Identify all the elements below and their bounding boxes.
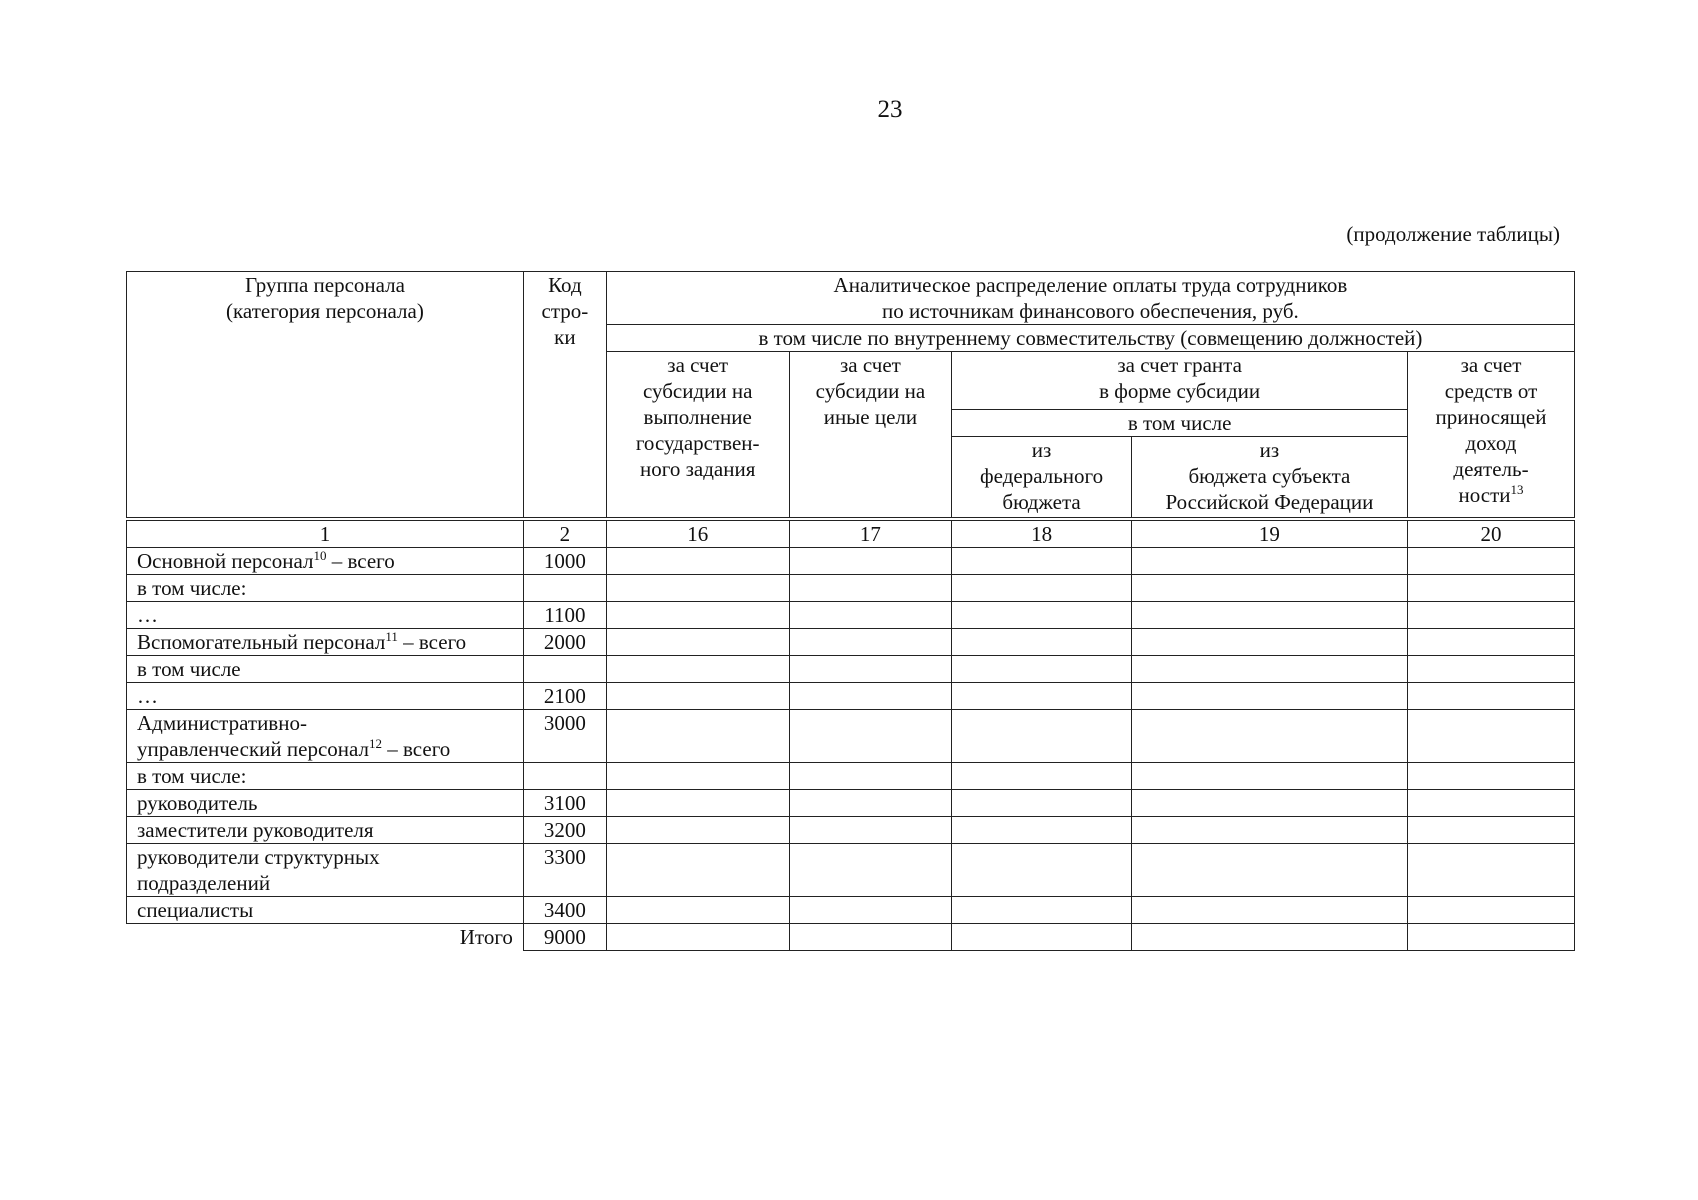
table-cell xyxy=(952,763,1132,790)
table-cell xyxy=(1408,844,1575,897)
table-cell xyxy=(1408,656,1575,683)
table-row xyxy=(127,656,1575,683)
table-cell xyxy=(1408,683,1575,710)
table-cell xyxy=(606,575,789,602)
staff-pay-table xyxy=(126,271,1575,951)
table-row xyxy=(127,602,1575,629)
table-cell xyxy=(1408,924,1575,951)
table-cell xyxy=(1408,548,1575,575)
row-label: специалисты xyxy=(127,897,524,924)
table-row xyxy=(127,683,1575,710)
table-cell xyxy=(789,683,952,710)
column-number: 16 xyxy=(606,519,789,548)
row-label: в том числе: xyxy=(127,763,524,790)
table-row xyxy=(127,897,1575,924)
table-cell xyxy=(1131,548,1407,575)
column-number-row xyxy=(127,519,1575,548)
row-label: … xyxy=(127,602,524,629)
table-cell xyxy=(952,575,1132,602)
row-code xyxy=(523,575,606,602)
table-cell xyxy=(606,897,789,924)
header-internal-combination: в том числе по внутреннему совместительству (совмещению должностей) xyxy=(606,325,1574,352)
table-row xyxy=(127,629,1575,656)
table-cell xyxy=(606,656,789,683)
header-col-17: за счет субсидии на иные цели xyxy=(789,352,952,520)
table-cell xyxy=(606,817,789,844)
table-cell xyxy=(1131,683,1407,710)
table-cell xyxy=(1408,602,1575,629)
column-number: 2 xyxy=(523,519,606,548)
row-label: в том числе xyxy=(127,656,524,683)
table-cell xyxy=(606,602,789,629)
table-cell xyxy=(952,924,1132,951)
row-label: Административно- управленческий персонал$^{12}$ – всего xyxy=(127,710,524,763)
table-row xyxy=(127,844,1575,897)
table-cell xyxy=(606,763,789,790)
table-cell xyxy=(606,790,789,817)
column-number: 18 xyxy=(952,519,1132,548)
row-label: Основной персонал$^{10}$ – всего xyxy=(127,548,524,575)
table-cell xyxy=(952,602,1132,629)
row-code: 2100 xyxy=(523,683,606,710)
table-cell xyxy=(952,548,1132,575)
table-cell xyxy=(952,844,1132,897)
row-code: 3100 xyxy=(523,790,606,817)
row-label: Вспомогательный персонал$^{11}$ – всего xyxy=(127,629,524,656)
table-row xyxy=(127,763,1575,790)
table-cell xyxy=(952,710,1132,763)
row-code: 3400 xyxy=(523,897,606,924)
table-row xyxy=(127,710,1575,763)
table-cell xyxy=(1131,629,1407,656)
table-cell xyxy=(952,629,1132,656)
row-code: 3300 xyxy=(523,844,606,897)
total-row xyxy=(127,924,1575,951)
continuation-note: (продолжение таблицы) xyxy=(1346,222,1560,246)
table-cell xyxy=(789,924,952,951)
table-cell xyxy=(1131,656,1407,683)
header-grant: за счет гранта в форме субсидии xyxy=(952,352,1408,410)
table-cell xyxy=(789,656,952,683)
table-row xyxy=(127,817,1575,844)
header-col-20: за счет средств от приносящей доход деятель- ности$^{13}$ xyxy=(1408,352,1575,520)
table-cell xyxy=(952,683,1132,710)
row-code xyxy=(523,763,606,790)
table-cell xyxy=(789,602,952,629)
total-label: Итого xyxy=(127,924,524,951)
table-cell xyxy=(789,548,952,575)
header-grant-including: в том числе xyxy=(952,410,1408,437)
table-cell xyxy=(1408,710,1575,763)
header-analytic-distribution: Аналитическое распределение оплаты труда сотрудников по источникам финансового обеспечения, руб. xyxy=(606,272,1574,325)
table-body xyxy=(127,548,1575,924)
table-cell xyxy=(789,629,952,656)
table-cell xyxy=(1131,817,1407,844)
column-number: 20 xyxy=(1408,519,1575,548)
table-cell xyxy=(789,817,952,844)
row-label: заместители руководителя xyxy=(127,817,524,844)
table-cell xyxy=(1131,924,1407,951)
table-cell xyxy=(1408,817,1575,844)
table-cell xyxy=(606,548,789,575)
table-cell xyxy=(789,763,952,790)
header-staff-group: Группа персонала (категория персонала) xyxy=(127,272,524,520)
table-cell xyxy=(1131,710,1407,763)
page-number: 23 xyxy=(877,96,903,123)
row-label: … xyxy=(127,683,524,710)
table-cell xyxy=(1131,844,1407,897)
table-cell xyxy=(606,710,789,763)
row-code: 1100 xyxy=(523,602,606,629)
header-col-16: за счет субсидии на выполнение государствен- ного задания xyxy=(606,352,789,520)
table-cell xyxy=(606,629,789,656)
table-row xyxy=(127,575,1575,602)
table-cell xyxy=(1131,763,1407,790)
header-col-18: из федерального бюджета xyxy=(952,437,1132,520)
column-number: 19 xyxy=(1131,519,1407,548)
table-cell xyxy=(789,710,952,763)
row-code: 3000 xyxy=(523,710,606,763)
header-col-19: из бюджета субъекта Российской Федерации xyxy=(1131,437,1407,520)
row-label: руководители структурных подразделений xyxy=(127,844,524,897)
total-code: 9000 xyxy=(523,924,606,951)
row-code: 1000 xyxy=(523,548,606,575)
table-cell xyxy=(1131,575,1407,602)
row-code: 2000 xyxy=(523,629,606,656)
table-cell xyxy=(789,790,952,817)
table-cell xyxy=(1408,790,1575,817)
table-cell xyxy=(952,656,1132,683)
table-cell xyxy=(606,844,789,897)
table-cell xyxy=(1131,897,1407,924)
table-cell xyxy=(789,844,952,897)
table-cell xyxy=(1408,763,1575,790)
column-number: 17 xyxy=(789,519,952,548)
row-code: 3200 xyxy=(523,817,606,844)
table-cell xyxy=(952,897,1132,924)
table-row xyxy=(127,548,1575,575)
column-number: 1 xyxy=(127,519,524,548)
table-cell xyxy=(789,897,952,924)
header-row-code: Код стро- ки xyxy=(523,272,606,520)
table-cell xyxy=(952,817,1132,844)
row-code xyxy=(523,656,606,683)
row-label: руководитель xyxy=(127,790,524,817)
table-cell xyxy=(1408,575,1575,602)
table-cell xyxy=(952,790,1132,817)
row-label: в том числе: xyxy=(127,575,524,602)
table-cell xyxy=(606,924,789,951)
table-cell xyxy=(1408,629,1575,656)
table-cell xyxy=(1131,602,1407,629)
table-cell xyxy=(789,575,952,602)
table-cell xyxy=(606,683,789,710)
table-cell xyxy=(1408,897,1575,924)
table-row xyxy=(127,790,1575,817)
table-cell xyxy=(1131,790,1407,817)
